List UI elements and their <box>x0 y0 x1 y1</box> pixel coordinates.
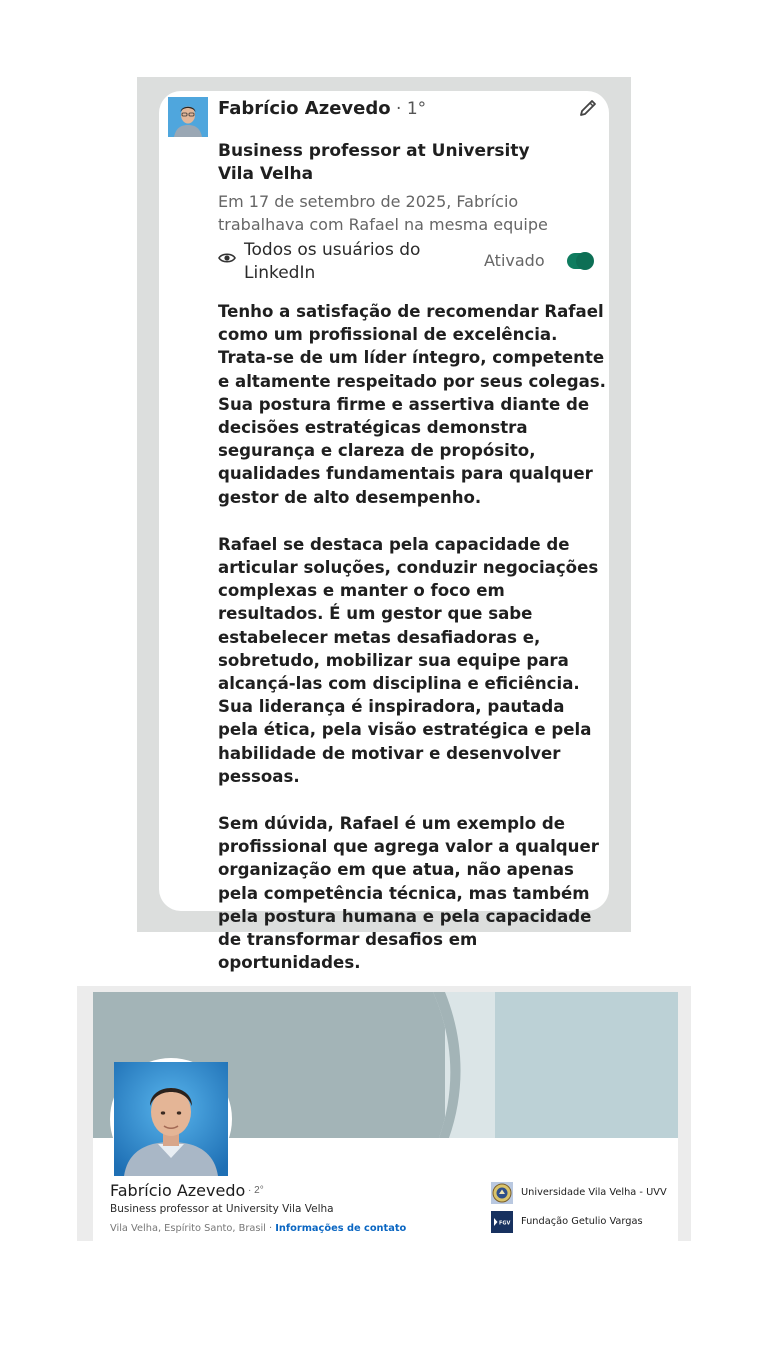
recommendation-paragraph: Tenho a satisfação de recomendar Rafael como um profissional de excelência. Trata-se de um líder íntegro, competente e altamente respeitado por seus colegas. Sua postura firme e assertiva diante de decisões estratégicas demonstra segurança e clareza de propósito, qualidades fundamentais para qualquer gestor de alto desempenho. <box>218 302 606 507</box>
education-item-fgv[interactable] <box>491 1211 676 1235</box>
profile-location: Vila Velha, Espírito Santo, Brasil · <box>110 1223 276 1234</box>
education-item-uvv[interactable] <box>491 1182 676 1206</box>
author-headline: Business professor at University Vila Velha <box>218 141 530 184</box>
author-name-line[interactable] <box>218 98 426 119</box>
pencil-icon[interactable] <box>577 97 599 119</box>
recommendation-paragraph: Rafael se destaca pela capacidade de articular soluções, conduzir negociações complexas e manter o foco em resultados. É um gestor que sabe estabelecer metas desafiadoras e, sobretudo, mobilizar sua equipe para alcançá-las com disciplina e eficiência. Sua liderança é inspiradora, pautada pela ética, pela visão estratégica e pela habilidade de motivar e desenvolver pessoas. <box>218 534 599 786</box>
eye-icon <box>218 251 236 265</box>
visibility-status: Ativado <box>484 251 545 270</box>
visibility-setting <box>218 239 598 287</box>
recommendation-text <box>218 300 606 998</box>
profile-photo[interactable] <box>110 1058 232 1180</box>
contact-info-link[interactable]: Informações de contato <box>275 1223 407 1234</box>
connection-degree: · 2° <box>245 1185 264 1196</box>
profile-location-line <box>110 1223 406 1234</box>
visibility-toggle[interactable] <box>567 253 593 269</box>
visibility-label: Todos os usuários do LinkedIn <box>244 240 421 283</box>
recommendation-card <box>159 91 609 973</box>
fgv-logo-text: FGV <box>499 1220 511 1227</box>
profile-name: Fabrício Azevedo <box>110 1181 246 1200</box>
education-name[interactable]: Fundação Getulio Vargas <box>521 1216 643 1227</box>
profile-name-line <box>110 1181 264 1201</box>
recommendation-paragraph: Sem dúvida, Rafael é um exemplo de profissional que agrega valor a qualquer organização em que atua, não apenas pela competência técnica, mas também pela postura humana e pela capacidade de transformar desafios em oportunidades. <box>218 814 599 973</box>
recommendation-screenshot <box>137 77 631 973</box>
profile-card <box>93 992 678 1252</box>
profile-headline: Business professor at University Vila Velha <box>110 1203 334 1215</box>
author-avatar[interactable] <box>168 97 208 137</box>
author-name[interactable]: Fabrício Azevedo <box>218 98 391 119</box>
profile-screenshot <box>77 986 691 1241</box>
relationship-meta: Em 17 de setembro de 2025, Fabrício trabalhava com Rafael na mesma equipe <box>218 192 548 234</box>
connection-degree: · 1° <box>390 99 427 119</box>
uvv-logo <box>491 1182 513 1204</box>
fgv-logo <box>491 1211 513 1233</box>
education-name[interactable]: Universidade Vila Velha - UVV <box>521 1187 667 1198</box>
